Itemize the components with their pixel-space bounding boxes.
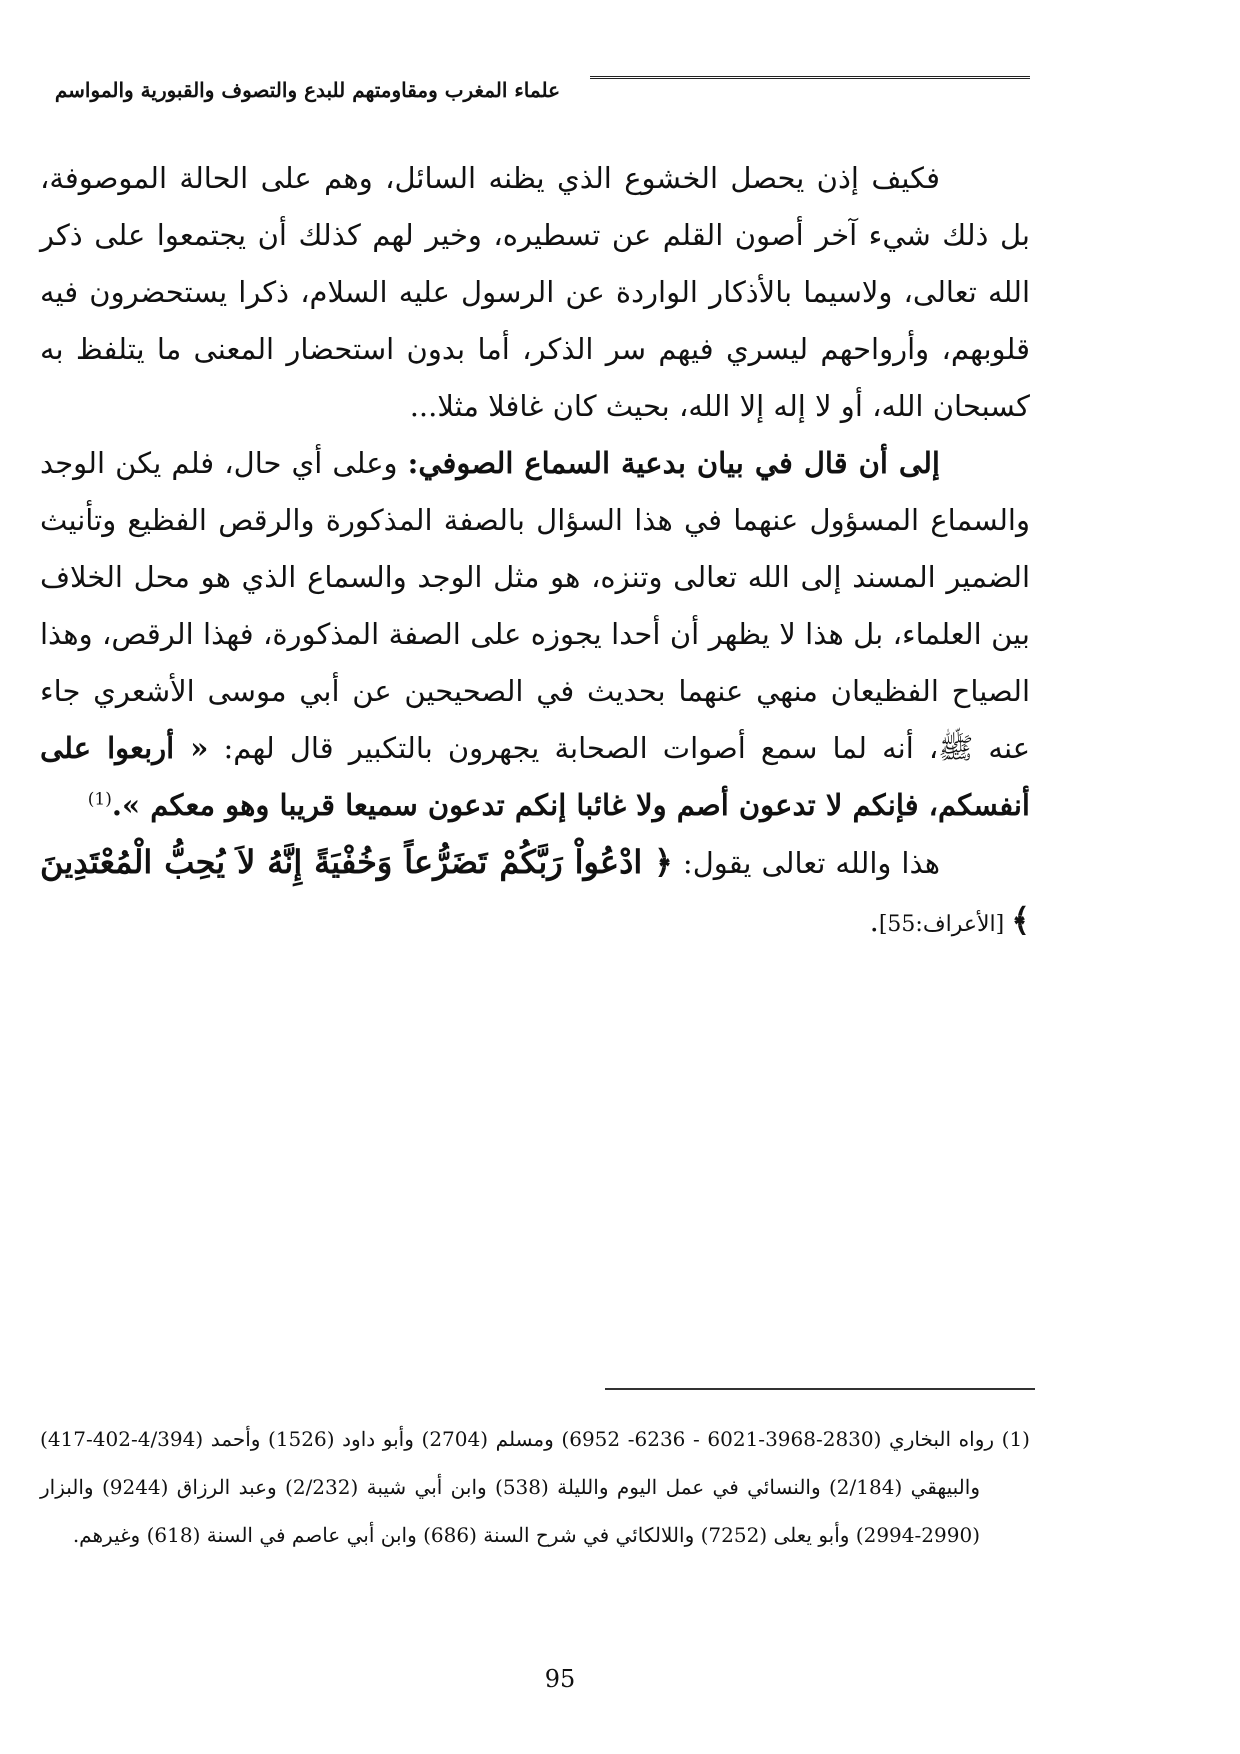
hadith-quote: « أربعوا على أنفسكم، فإنكم لا تدعون أصم ولا غائبا إنكم تدعون سميعا قريبا وهو معكم ». xyxy=(40,731,1030,822)
paragraph-3-end: . xyxy=(869,904,879,938)
running-header xyxy=(30,70,1030,110)
paragraph-1: فكيف إذن يحصل الخشوع الذي يظنه السائل، وهم على الحالة الموصوفة، بل ذلك شيء آخر أصون القلم عن تسطيره، وخير لهم كذلك أن يجتمعوا على ذكر الله تعالى، ولاسيما بالأذكار الواردة عن الرسول عليه السلام، ذكرا يستحضرون فيه قلوبهم، وأرواحهم ليسري فيهم سر الذكر، أما بدون استحضار المعنى ما يتلفظ به كسبحان الله، أو لا إله إلا الله، بحيث كان غافلا مثلا... xyxy=(40,161,1030,423)
footnote-marker: (1) xyxy=(87,789,112,810)
paragraph-2-text: وعلى أي حال، فلم يكن الوجد والسماع المسؤول عنهما في هذا السؤال بالصفة المذكورة والرقص الفظيع وتأنيث الضمير المسند إلى الله تعالى وتنزه، هو مثل الوجد والسماع الذي هو محل الخلاف بين العلماء، بل هذا لا يظهر أن أحدا يجوزه على الصفة المذكورة، فهذا الرقص، وهذا الصياح الفظيعان منهي عنهما بحديث في الصحيحين عن أبي موسى الأشعري جاء عنه ﷺ، أنه لما سمع أصوات الصحابة يجهرون بالتكبير قال لهم: xyxy=(40,446,1030,765)
verse-reference: [الأعراف:55] xyxy=(878,912,1012,937)
paragraph-3 xyxy=(40,834,1030,953)
footnote-rule xyxy=(605,1388,1035,1390)
page-number: 95 xyxy=(544,1665,576,1693)
paragraph-2 xyxy=(40,435,1030,834)
footnotes xyxy=(40,1415,1030,1559)
quran-verse: ﴿ ادْعُواْ رَبَّكُمْ تَضَرُّعاً وَخُفْيَةً إِنَّهُ لاَ يُحِبُّ الْمُعْتَدِينَ ﴾ xyxy=(40,843,1030,939)
main-text xyxy=(40,150,1030,953)
paragraph-3-intro: هذا والله تعالى يقول: xyxy=(672,846,940,880)
section-lead: إلى أن قال في بيان بدعية السماع الصوفي: xyxy=(407,446,940,480)
footnote-1: (1) رواه البخاري (2830-3968-6021 - 6236- 6952) ومسلم (2704) وأبو داود (1526) وأحمد (4/394-402-417) والبيهقي (2/184) والنسائي في عمل اليوم والليلة (538) وابن أبي شيبة (2/232) وعبد الرزاق (9244) والبزار (2990-2994) وأبو يعلى (7252) واللالكائي في شرح السنة (686) وابن أبي عاصم في السنة (618) وغيرهم. xyxy=(40,1427,1030,1547)
running-title: علماء المغرب ومقاومتهم للبدع والتصوف والقبورية والمواسم xyxy=(54,78,560,102)
header-rule xyxy=(590,76,1030,79)
